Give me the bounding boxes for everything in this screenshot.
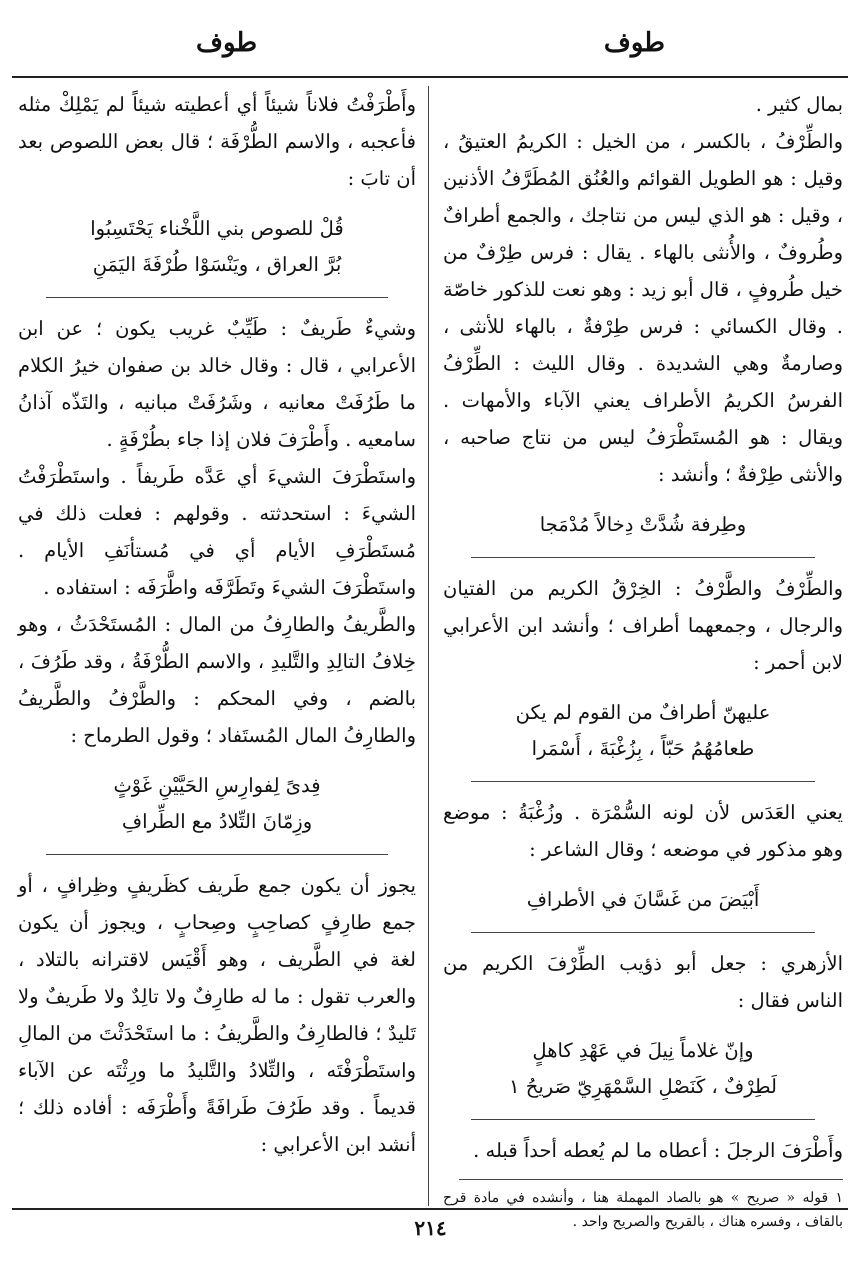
- right-column: [443, 86, 843, 1234]
- verse-line: عليهنّ أطرافٌ من القوم لم يكن: [515, 701, 771, 724]
- verse-line: فِدىً لِفوارِسِ الحَيَّيْنِ غَوْثٍ: [113, 774, 321, 797]
- entry-paragraph: الأزهري : جعل أبو ذؤيب الطِّرْفَ الكريم من الناس فقال :: [443, 952, 843, 1012]
- running-header-right: طوف: [603, 28, 665, 58]
- footnote-rule: [459, 1179, 843, 1180]
- verse-separator: [471, 1119, 815, 1120]
- entry-paragraph: والطِّرْفُ ، بالكسر ، من الخيل : الكريمُ العتيقُ ، وقيل : هو الطويل القوائم والعُنُق المُطَرَّفُ الأذنين ، وقيل : هو الذي ليس من نتاجك ، والجمع أطرافٌ وطُروفٌ ، والأُنثى بالهاء . يقال : فرس طِرْفٌ من خيل طُروفٍ ، قال أبو زيد : وهو نعت للذكور خاصّة . وقال الكسائي : فرس طِرْفةٌ ، بالهاء للأنثى ، وصارمةٌ وهي الشديدة . وقال الليث : الطِّرْفُ الفرسُ الكريمُ الأطراف يعني الآباء والأمهات . ويقال : هو المُستَطْرَفُ ليس من نتاج صاحبه ، والأنثى طِرْفةٌ ؛ وأنشد :: [443, 130, 843, 486]
- entry-paragraph: والطَّريفُ والطارِفُ من المال : المُستَحْدَثُ ، وهو خِلافُ التالِدِ والتَّليدِ ، والاسم الطُّرْفَةُ ، وقد طَرُفَ ، بالضم ، وفي المحكم : والطَّرْفُ والطَّريفُ والطارِفُ المال المُستَفاد ؛ وقول الطرماح :: [18, 613, 416, 747]
- verse-block: [443, 695, 843, 767]
- verse-line: وطِرفة شُدَّتْ دِخالاً مُدْمَجا: [539, 513, 747, 536]
- verse-block: [443, 507, 843, 543]
- running-header-left: طوف: [196, 28, 258, 58]
- column-divider: [428, 86, 429, 1206]
- verse-line: أَبْيَضَ من غَسَّانَ في الأطرافِ: [526, 888, 760, 911]
- verse-line: قُلْ للصوص بني اللَّخْناء يَحْتَسِبُوا: [90, 217, 344, 240]
- entry-paragraph: وشيءٌ طَريفٌ : طَيِّبٌ غريب يكون ؛ عن ابن الأعرابي ، قال : وقال خالد بن صفوان خيرُ الكلام ما طَرُفَتْ معانيه ، وشَرُفَتْ مبانيه ، والتَذّه آذانُ سامعيه . وأَطْرَفَ فلان إذا جاء بطُرْفَةٍ .: [18, 317, 416, 451]
- entry-paragraph: بمال كثير .: [755, 93, 843, 116]
- entry-paragraph: واستَطْرَفَ الشيءَ أي عَدَّه طَريفاً . واستَطْرَفْتُ الشيءَ : استحدثته . وقولهم : فعلت ذلك في مُستَطْرَفِ الأيام أي في مُستأنَفِ الأيام . واستَطْرَفَ الشيءَ وتَطَرَّفَه واطَّرَفَه : استفاده .: [18, 465, 416, 599]
- verse-line: بُرَّ العراق ، ويَنْسَوْا طُرْفَةَ اليَمَنِ: [92, 253, 342, 276]
- verse-separator: [46, 854, 388, 855]
- left-column: [18, 86, 416, 1163]
- bottom-rule: [12, 1208, 848, 1210]
- verse-separator: [46, 297, 388, 298]
- verse-line: طعامُهُمُ حَبّاً ، بِزُغْبَةَ ، أَسْمَرا: [531, 737, 755, 760]
- entry-paragraph: وأَطْرَفَ الرجلَ : أعطاه ما لم يُعطه أحداً قبله .: [473, 1139, 843, 1162]
- verse-block: [18, 768, 416, 840]
- top-rule: [12, 76, 848, 78]
- verse-line: وزِمّانَ التِّلادُ مع الطِّرافِ: [121, 810, 313, 833]
- verse-block: [443, 1033, 843, 1105]
- verse-block: [443, 882, 843, 918]
- entry-paragraph: وأَطْرَفْتُ فلاناً شيئاً أي أعطيته شيئاً لم يَمْلِكْ مثله فأعجبه ، والاسم الطُّرْفَة ؛ قال بعض اللصوص بعد أن تابَ :: [18, 93, 416, 190]
- verse-line: لَطِرْفٌ ، كَنَصْلِ السَّمْهَرِيّ صَريحُ ١: [509, 1075, 777, 1098]
- verse-separator: [471, 781, 815, 782]
- entry-paragraph: والطِّرْفُ والطَّرْفُ : الخِرْقُ الكريم من الفتيان والرجال ، وجمعهما أطراف ؛ وأنشد ابن الأعرابي لابن أحمر :: [443, 577, 843, 674]
- footnote: ١ قوله « صريح » هو بالصاد المهملة هنا ، وأنشده في مادة قرح بالقاف ، وفسره هناك ، بالقريح والصريح واحد .: [443, 1190, 843, 1230]
- verse-line: وإنّ غلاماً نِيلَ في عَهْدِ كاهلٍ: [532, 1039, 754, 1062]
- entry-paragraph: يعني العَدَس لأن لونه السُّمْرَة . وزُغْبَةُ : موضع وهو مذكور في موضعه ؛ وقال الشاعر :: [443, 801, 843, 861]
- verse-block: [18, 211, 416, 283]
- page-number: ٢١٤: [414, 1216, 447, 1240]
- entry-paragraph: يجوز أن يكون جمع طَريف كظَريفٍ وظِرافٍ ، أو جمع طارِفٍ كصاحِبٍ وصِحابٍ ، ويجوز أن يكون لغة في الطَّريف ، وهو أَقْيَس لاقترانه بالتلاد ، والعرب تقول : ما له طارِفٌ ولا تالِدٌ ولا طَريفٌ ولا تَليدٌ ؛ فالطارِفُ والطَّريفُ : ما استَحْدَثْتَ من المالِ واستَطْرَفْتَه ، والتِّلادُ والتَّليدُ ما ورِثْتَه عن الآباء قديماً . وقد طَرُفَ طَرافَةً وأَطْرَفَه : أفاده ذلك ؛ أنشد ابن الأعرابي :: [18, 874, 416, 1156]
- verse-separator: [471, 557, 815, 558]
- verse-separator: [471, 932, 815, 933]
